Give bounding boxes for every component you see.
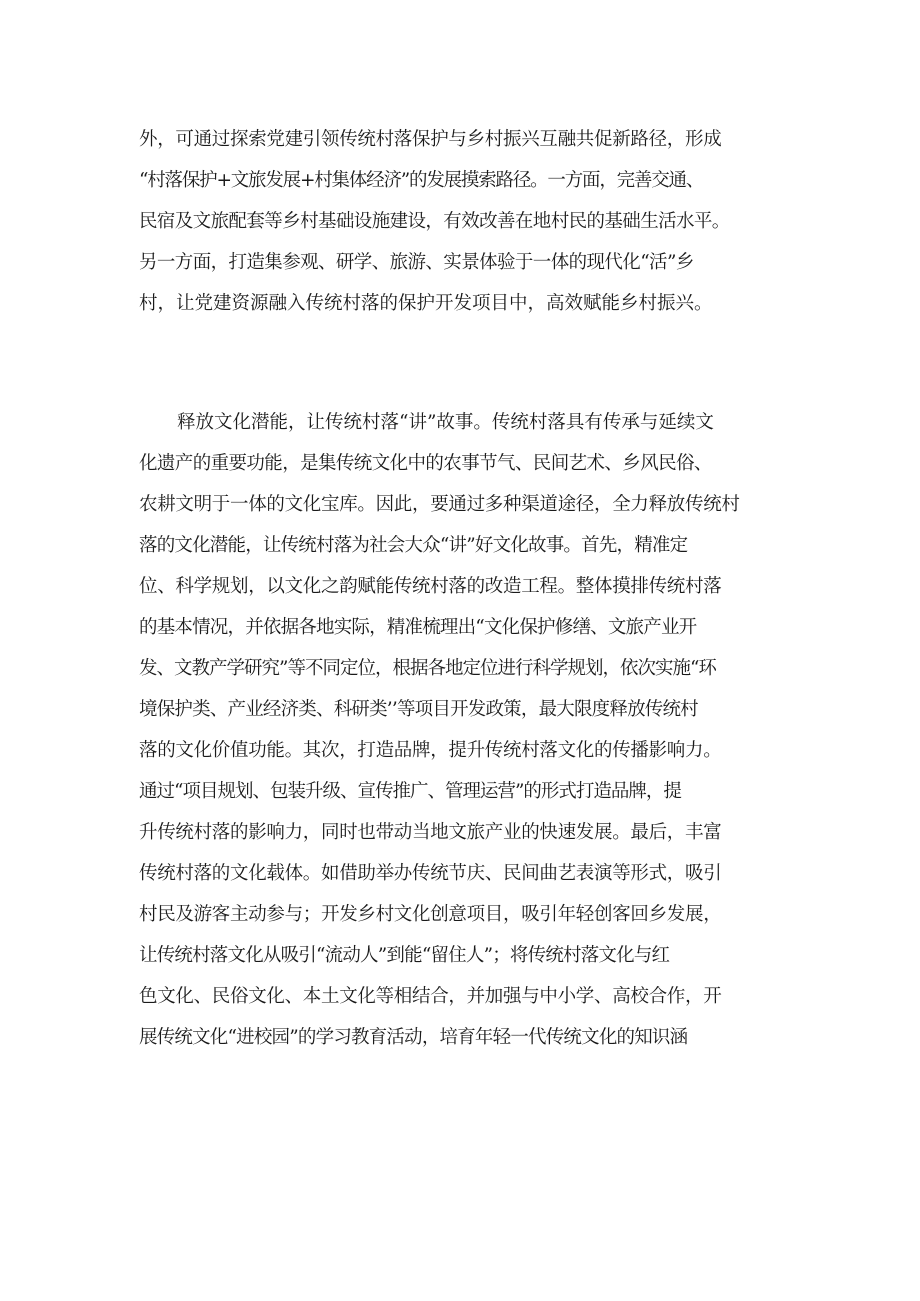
text-line: 的基本情况，并依据各地实际，精准梳理出“文化保护修缮、文旅产业开 [139,617,697,638]
text-line: 化遗产的重要功能，是集传统文化中的农事节气、民间艺术、乡风民俗、 [139,453,712,474]
text-line: 位、科学规划，以文化之韵赋能传统村落的改造工程。整体摸排传统村落 [139,576,722,597]
text-line: 村民及游客主动参与；开发乡村文化创意项目，吸引年轻创客回乡发展， [139,904,722,925]
text-line: 升传统村落的影响力，同时也带动当地文旅产业的快速发展。最后，丰富 [139,822,722,843]
text-line: 村，让党建资源融入传统村落的保护开发项目中，高效赋能乡村振兴。 [139,293,713,314]
text-line: 让传统村落文化从吸引“流动人”到能“留住人”；将传统村落文化与红 [139,945,670,966]
text-line: 色文化、民俗文化、本土文化等相结合，并加强与中小学、高校合作，开 [139,986,722,1007]
paragraph-cultural-potential [139,402,787,1058]
text-line: 传统村落的文化载体。如借助举办传统节庆、民间曲艺表演等形式，吸引 [139,863,722,884]
text-line: 民宿及文旅配套等乡村基础设施建设，有效改善在地村民的基础生活水平。 [139,211,730,232]
text-line: 落的文化价值功能。其次，打造品牌，提升传统村落文化的传播影响力。 [139,740,722,761]
text-line: 展传统文化“进校园”的学习教育活动，培育年轻一代传统文化的知识涵 [139,1027,688,1048]
text-line: 另一方面，打造集参观、研学、旅游、实景体验于一体的现代化“活”乡 [139,252,694,273]
text-line: “村落保护+文旅发展+村集体经济”的发展摸索路径。一方面，完善交通、 [139,170,704,191]
text-line: 外，可通过探索党建引领传统村落保护与乡村振兴互融共促新路径，形成 [139,129,722,150]
paragraph-rural-revitalization [139,119,787,324]
text-line: 落的文化潜能，让传统村落为社会大众“讲”好文化故事。首先，精准定 [139,535,688,556]
text-line-indented: 释放文化潜能，让传统村落“讲”故事。传统村落具有传承与延续文 [177,412,714,433]
text-line: 通过“项目规划、包装升级、宣传推广、管理运营”的形式打造品牌，提 [139,781,681,802]
text-line: 境保护类、产业经济类、科研类’’等项目开发政策，最大限度释放传统村 [139,699,698,720]
text-line: 农耕文明于一体的文化宝库。因此，要通过多种渠道途径，全力释放传统村 [139,494,740,515]
text-line: 发、文教产学研究”等不同定位，根据各地定位进行科学规划，依次实施“环 [139,658,716,679]
